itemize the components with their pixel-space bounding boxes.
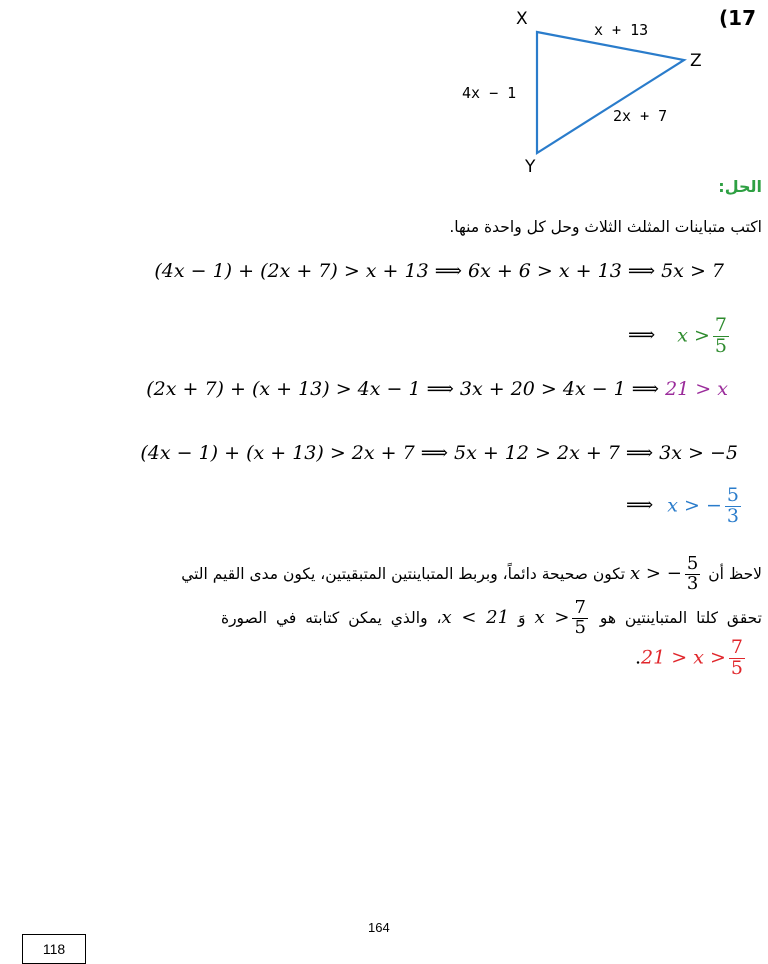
conclusion-2-math-a — [534, 596, 590, 638]
center-page-number: 164 — [368, 920, 390, 935]
conclusion-2-and: وَ — [518, 609, 526, 627]
final-fraction — [729, 638, 745, 679]
fraction-numerator: 7 — [574, 596, 586, 618]
conclusion-line-3 — [635, 638, 748, 679]
vertex-y-label: Y — [525, 157, 536, 177]
conclusion-2-lhs: x > — [534, 607, 570, 628]
conclusion-line-1 — [181, 554, 762, 594]
fraction-denominator: 5 — [730, 656, 743, 679]
vertex-x-label: X — [516, 9, 528, 29]
inequality-3-result — [626, 486, 744, 527]
inequality-2-result: 21 > x — [665, 378, 728, 400]
fraction-numerator: 5 — [686, 552, 699, 574]
implies-arrow: ⟹ — [626, 494, 654, 517]
fraction-denominator: 3 — [726, 504, 739, 527]
vertex-z-label: Z — [690, 51, 702, 71]
conclusion-line-2 — [221, 598, 762, 638]
result-3-fraction — [725, 486, 741, 527]
conclusion-1-fraction — [685, 552, 700, 594]
fraction-numerator: 7 — [714, 314, 727, 336]
conclusion-2-math-b: x < 21 — [441, 607, 510, 628]
conclusion-1-math — [630, 552, 703, 594]
fraction-numerator: 5 — [726, 484, 739, 506]
result-3-lhs: x > − — [667, 494, 722, 517]
fraction-denominator: 5 — [574, 616, 586, 638]
instruction-text: اكتب متباينات المثلث الثلاث وحل كل واحدة منها. — [449, 218, 762, 236]
side-xz-label: x + 13 — [594, 21, 649, 39]
fraction-numerator: 7 — [730, 636, 743, 658]
inequality-line-1: (4x − 1) + (2x + 7) > x + 13 ⟹ 6x + 6 > x + 13 ⟹ 5x > 7 — [154, 260, 724, 282]
conclusion-1-intro: لاحظ أن — [708, 565, 762, 583]
fraction-denominator: 3 — [686, 572, 699, 594]
conclusion-2-fraction — [572, 596, 587, 638]
page-number-box-label: 118 — [42, 941, 66, 957]
final-period: . — [635, 646, 642, 669]
conclusion-1-rest: تكون صحيحة دائماً، وبربط المتباينتين المتبقيتين، يكون مدى القيم التي — [181, 565, 626, 583]
inequality-line-2 — [146, 378, 728, 400]
implies-arrow: ⟹ — [627, 324, 656, 347]
problem-number: (17 — [719, 6, 756, 30]
minus-sign: − — [666, 563, 682, 584]
inequality-1-result — [628, 316, 732, 357]
triangle-figure — [0, 0, 768, 190]
inequality-2-chain: (2x + 7) + (x + 13) > 4x − 1 ⟹ 3x + 20 > 4x − 1 ⟹ — [146, 378, 660, 400]
side-xy-label: 4x − 1 — [462, 84, 517, 102]
result-1-lhs: x > — [677, 324, 710, 347]
conclusion-1-lhs: x > — [630, 563, 662, 584]
final-range: 21 > x > — [641, 646, 726, 669]
conclusion-2-rest: ، والذي يمكن كتابته في الصورة — [220, 609, 442, 627]
triangle-xyz — [537, 32, 684, 153]
side-yz-label: 2x + 7 — [613, 107, 668, 125]
fraction-denominator: 5 — [714, 334, 727, 357]
conclusion-2-intro: تحقق كلتا المتباينتين هو — [599, 609, 762, 627]
inequality-line-3: (4x − 1) + (x + 13) > 2x + 7 ⟹ 5x + 12 > 2x + 7 ⟹ 3x > −5 — [140, 442, 738, 464]
result-1-fraction — [713, 316, 729, 357]
solution-heading: الحل: — [718, 177, 762, 196]
